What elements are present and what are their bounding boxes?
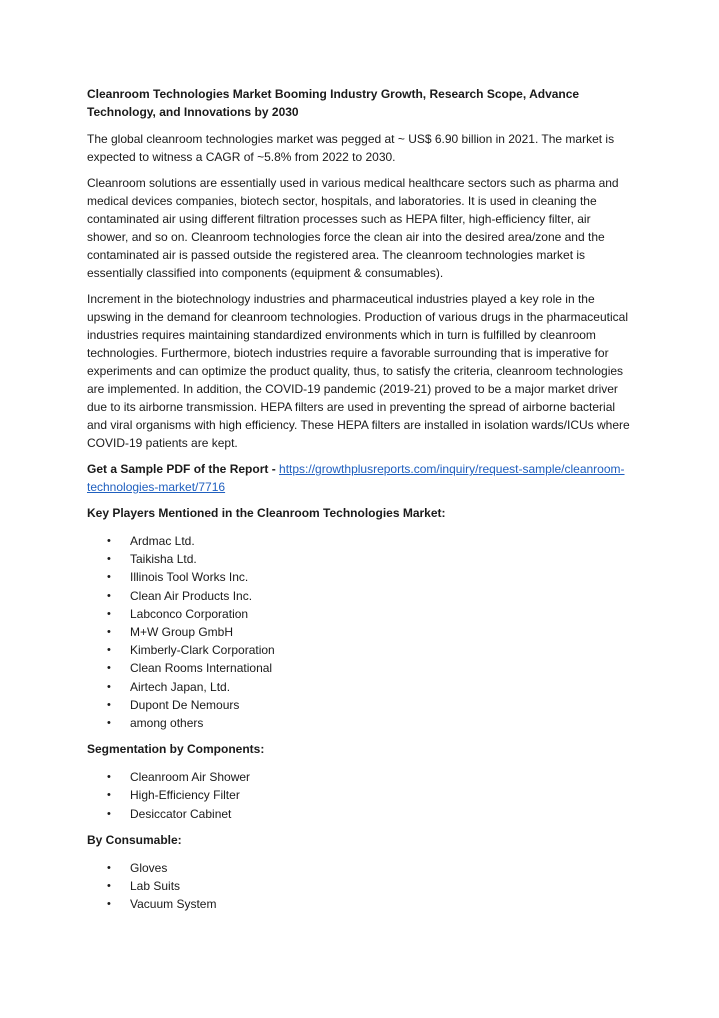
bullet-icon: • [107, 771, 111, 784]
bullet-icon: • [107, 607, 111, 620]
list-item [87, 859, 635, 877]
document-page [87, 85, 635, 921]
drivers-paragraph: Increment in the biotechnology industries and pharmaceutical industries played a key role in the upswing in the demand for cleanroom technologies. Production of various drugs in the pharmaceutical industries requires maintaining standardized environments which in turn is fulfilled by cleanroom technologies. Furthermore, biotech industries require a favorable surrounding that is imperative for experiments and can optimize the product quality, thus, to satisfy the criteria, cleanroom technologies are implemented. In addition, the COVID-19 pandemic (2019-21) proved to be a major market driver due to its airborne transmission. HEPA filters are used in preventing the spread of airborne bacterial and viral organisms with high efficiency. These HEPA filters are installed in isolation wards/ICUs where COVID-19 patients are kept. [87, 292, 630, 450]
list-item [87, 786, 635, 804]
bullet-icon: • [107, 861, 111, 874]
components-heading: Segmentation by Components: [87, 742, 265, 757]
description-paragraph: Cleanroom solutions are essentially used in various medical healthcare sectors such as pharma and medical devices companies, biotech sector, hospitals, and laboratories. It is used in cleaning the contaminated air using different filtration processes such as HEPA filter, high-efficiency filter, air shower, and so on. Cleanroom technologies force the clean air into the desired area/zone and the contaminated air is passed outside the registered area. The cleanroom technologies market is essentially classified into components (equipment & consumables). [87, 176, 619, 280]
key-players-heading: Key Players Mentioned in the Cleanroom Technologies Market: [87, 506, 446, 520]
list-item [87, 587, 635, 605]
list-item [87, 768, 635, 786]
bullet-icon: • [107, 626, 111, 639]
bullet-icon: • [107, 789, 111, 802]
list-item-label: Gloves [130, 860, 168, 875]
bullet-icon: • [107, 535, 111, 547]
document-title: Cleanroom Technologies Market Booming Industry Growth, Research Scope, Advance Technology, and Innovations by 2030 [87, 87, 580, 119]
list-item-label: M+W Group GmbH [130, 625, 234, 640]
list-item-label: Labconco Corporation [130, 606, 249, 621]
bullet-icon: • [107, 662, 111, 675]
list-item-label: Taikisha Ltd. [130, 552, 197, 567]
list-item [87, 678, 635, 696]
sample-report-line [87, 460, 635, 496]
bullet-icon: • [107, 553, 111, 566]
consumable-heading: By Consumable: [87, 832, 182, 847]
bullet-icon: • [107, 698, 111, 711]
key-players-list [87, 532, 635, 732]
bullet-icon: • [107, 589, 111, 602]
intro-paragraph: The global cleanroom technologies market was pegged at ~ US$ 6.90 billion in 2021. The market is expected to witness a CAGR of ~5.8% from 2022 to 2030. [87, 132, 615, 164]
bullet-icon: • [107, 880, 111, 893]
list-item [87, 641, 635, 659]
list-item-label: Illinois Tool Works Inc. [130, 570, 249, 585]
list-item [87, 696, 635, 714]
consumable-list [87, 859, 635, 914]
list-item [87, 805, 635, 823]
bullet-icon: • [107, 644, 111, 657]
bullet-icon: • [107, 680, 111, 693]
list-item-label: Airtech Japan, Ltd. [130, 679, 231, 694]
list-item [87, 532, 635, 550]
sample-report-label: Get a Sample PDF of the Report - [87, 462, 280, 476]
list-item-label: Cleanroom Air Shower [130, 770, 251, 785]
list-item-label: among others [130, 716, 204, 731]
list-item [87, 623, 635, 641]
list-item-label: Desiccator Cabinet [130, 806, 232, 821]
sample-report-link[interactable]: https://growthplusreports.com/inquiry/request-sample/cleanroom-technologies-market/7716 [87, 462, 625, 494]
bullet-icon: • [107, 571, 111, 584]
bullet-icon: • [107, 807, 111, 820]
list-item-label: Vacuum System [130, 897, 217, 912]
bullet-icon: • [107, 898, 111, 911]
list-item-label: Clean Rooms International [130, 661, 273, 676]
list-item-label: Lab Suits [130, 879, 181, 894]
list-item [87, 877, 635, 895]
list-item [87, 895, 635, 913]
components-list [87, 768, 635, 823]
list-item [87, 550, 635, 568]
list-item [87, 605, 635, 623]
list-item-label: Clean Air Products Inc. [130, 588, 253, 603]
bullet-icon: • [107, 717, 111, 730]
list-item [87, 714, 635, 732]
list-item [87, 568, 635, 586]
list-item-label: Ardmac Ltd. [130, 534, 195, 548]
list-item-label: High-Efficiency Filter [130, 788, 240, 803]
list-item-label: Dupont De Nemours [130, 697, 240, 712]
list-item-label: Kimberly-Clark Corporation [130, 643, 275, 658]
list-item [87, 659, 635, 677]
